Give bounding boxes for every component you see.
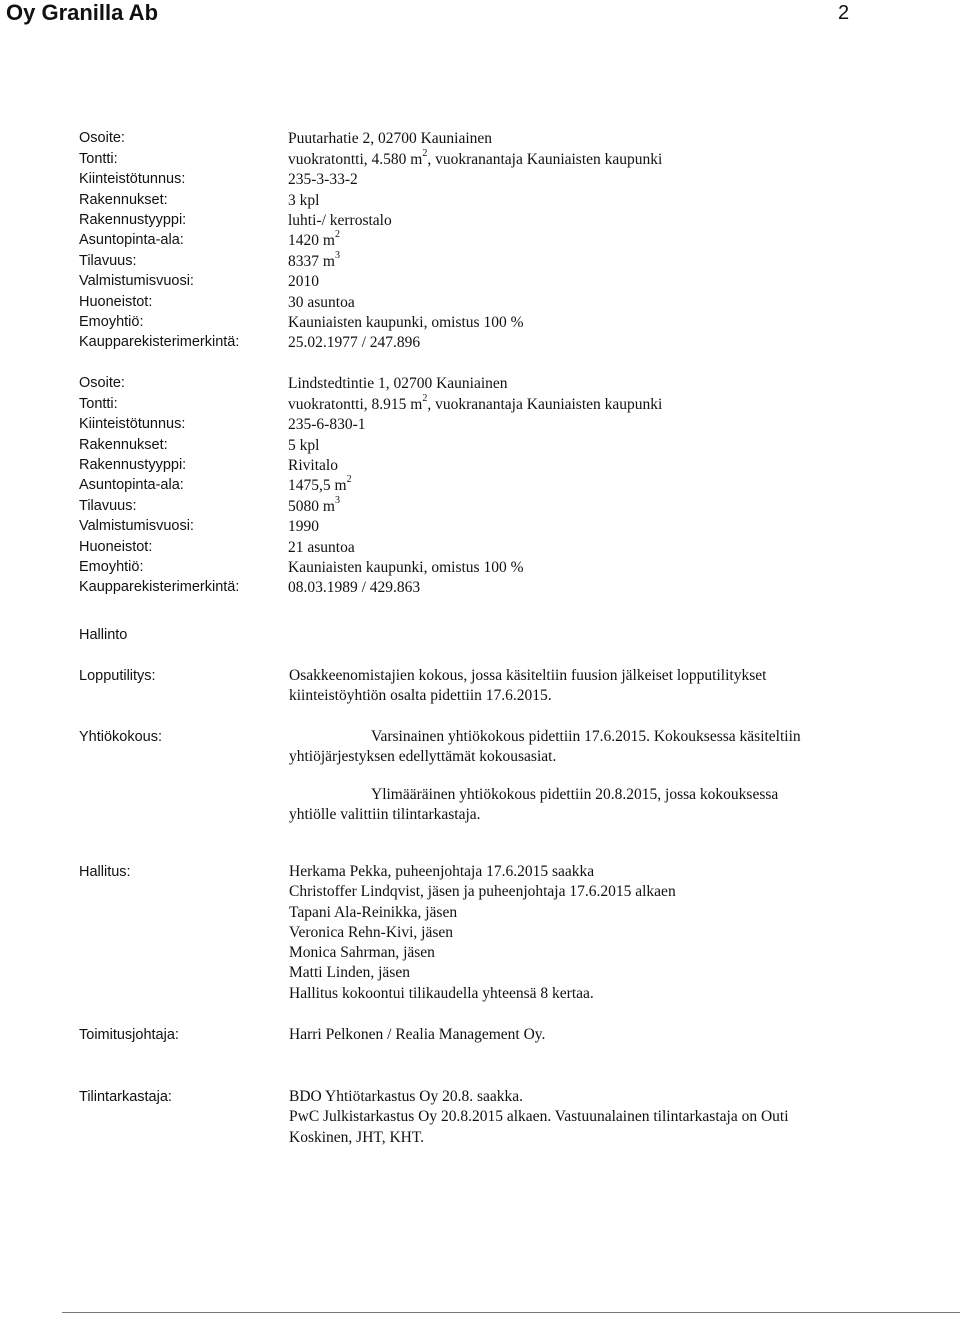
final-accounts-line-2: kiinteistöyhtiön osalta pidettiin 17.6.2015. <box>289 687 552 705</box>
floor-area-value <box>288 231 879 250</box>
plot-value <box>288 392 879 414</box>
plot-value-sup: 2 <box>422 392 428 404</box>
property-row-buildings <box>79 434 879 454</box>
volume-label: Tilavuus: <box>79 497 137 514</box>
property-row-registry <box>79 332 879 352</box>
property-id-label: Kiinteistötunnus: <box>79 171 186 188</box>
final-accounts-line-1: Osakkeenomistajien kokous, jossa käsiteltiin fuusion jälkeiset lopputilitykset <box>289 667 767 684</box>
auditor-label: Tilintarkastaja: <box>79 1089 172 1105</box>
plot-value <box>288 147 879 169</box>
final-accounts-label: Lopputilitys: <box>79 668 156 684</box>
plot-value-main: vuokratontti, 8.915 m <box>288 395 423 413</box>
completed-label: Valmistumisvuosi: <box>79 518 194 535</box>
property-row-address <box>79 373 879 393</box>
board-list <box>289 862 889 1004</box>
page-number: 2 <box>838 2 850 24</box>
auditor-text <box>289 1087 889 1148</box>
auditor-line-3: Koskinen, JHT, KHT. <box>289 1128 425 1146</box>
company-title: Oy Granilla Ab <box>6 0 159 25</box>
address-label: Osoite: <box>79 130 125 147</box>
floor-area-number: 1420 m <box>288 232 335 250</box>
plot-label: Tontti: <box>79 395 118 412</box>
property-row-floor-area <box>79 475 879 495</box>
property-row-registry <box>79 577 879 597</box>
general-meeting-line-2: yhtiöjärjestyksen edellyttämät kokousasiat. <box>289 748 557 766</box>
volume-value <box>288 249 879 271</box>
floor-area-number: 1475,5 m <box>288 477 347 495</box>
parent-value: Kauniaisten kaupunki, omistus 100 % <box>288 313 524 331</box>
registry-value: 08.03.1989 / 429.863 <box>288 579 421 597</box>
board-meetings-note: Hallitus kokoontui tilikaudella yhteensä 8 kertaa. <box>289 984 594 1002</box>
volume-number: 5080 m <box>288 497 335 515</box>
property-row-plot <box>79 148 879 168</box>
property-row-parent <box>79 312 879 332</box>
property-row-volume <box>79 250 879 270</box>
registry-value: 25.02.1977 / 247.896 <box>288 334 421 352</box>
ceo-label: Toimitusjohtaja: <box>79 1027 179 1043</box>
extra-meeting-line-2: yhtiölle valittiin tilintarkastaja. <box>289 806 481 824</box>
general-meeting-label: Yhtiökokous: <box>79 729 163 745</box>
volume-label: Tilavuus: <box>79 252 137 269</box>
plot-label: Tontti: <box>79 150 118 167</box>
board-member-5: Monica Sahrman, jäsen <box>289 944 435 962</box>
floor-area-value <box>288 476 879 495</box>
apartments-label: Huoneistot: <box>79 538 153 555</box>
property-row-volume <box>79 495 879 515</box>
board-label: Hallitus: <box>79 864 131 880</box>
board-member-2: Christoffer Lindqvist, jäsen ja puheenjohtaja 17.6.2015 alkaen <box>289 883 676 901</box>
general-meeting-line-1: Varsinainen yhtiökokous pidettiin 17.6.2015. Kokouksessa käsiteltiin <box>371 728 801 745</box>
property-id-label: Kiinteistötunnus: <box>79 416 186 433</box>
registry-label: Kaupparekisterimerkintä: <box>79 579 240 596</box>
volume-sup: 3 <box>334 249 340 261</box>
building-type-value: luhti-/ kerrostalo <box>288 211 392 229</box>
parent-label: Emoyhtiö: <box>79 313 144 330</box>
board-member-1: Herkama Pekka, puheenjohtaja 17.6.2015 saakka <box>289 863 595 880</box>
property-id-value: 235-6-830-1 <box>288 416 366 434</box>
board-member-3: Tapani Ala-Reinikka, jäsen <box>289 903 458 921</box>
plot-value-rest: , vuokranantaja Kauniaisten kaupunki <box>427 150 663 168</box>
floor-area-label: Asuntopinta-ala: <box>79 477 184 494</box>
apartments-label: Huoneistot: <box>79 293 153 310</box>
property-row-building-type <box>79 455 879 475</box>
property-row-completed <box>79 271 879 291</box>
completed-value: 1990 <box>288 518 319 536</box>
auditor-line-2: PwC Julkistarkastus Oy 20.8.2015 alkaen. Vastuunalainen tilintarkastaja on Outi <box>289 1108 789 1126</box>
property-block-2 <box>79 373 879 597</box>
floor-area-sup: 2 <box>334 229 340 241</box>
registry-label: Kaupparekisterimerkintä: <box>79 334 240 351</box>
building-type-label: Rakennustyyppi: <box>79 211 187 228</box>
property-row-address <box>79 128 879 148</box>
address-label: Osoite: <box>79 375 125 392</box>
plot-value-sup: 2 <box>422 147 428 159</box>
board-member-6: Matti Linden, jäsen <box>289 964 410 982</box>
property-block-1 <box>79 128 879 352</box>
property-row-building-type <box>79 210 879 230</box>
property-row-apartments <box>79 536 879 556</box>
ceo-value: Harri Pelkonen / Realia Management Oy. <box>289 1026 546 1043</box>
parent-label: Emoyhtiö: <box>79 558 144 575</box>
floor-area-sup: 2 <box>346 474 352 486</box>
buildings-label: Rakennukset: <box>79 191 168 208</box>
property-id-value: 235-3-33-2 <box>288 171 358 189</box>
general-meeting-paragraph-2 <box>289 785 889 826</box>
footer-rule <box>62 1312 960 1313</box>
extra-meeting-line-1: Ylimääräinen yhtiökokous pidettiin 20.8.2015, jossa kokouksessa <box>371 786 779 803</box>
general-meeting-paragraph-1 <box>289 727 889 768</box>
property-row-buildings <box>79 189 879 209</box>
building-type-label: Rakennustyyppi: <box>79 456 187 473</box>
buildings-value: 3 kpl <box>288 191 320 209</box>
administration-heading: Hallinto <box>79 627 128 643</box>
property-row-plot <box>79 393 879 413</box>
address-value: Lindstedtintie 1, 02700 Kauniainen <box>288 375 508 393</box>
floor-area-label: Asuntopinta-ala: <box>79 232 184 249</box>
address-value: Puutarhatie 2, 02700 Kauniainen <box>288 130 493 148</box>
building-type-value: Rivitalo <box>288 456 338 474</box>
property-row-id <box>79 169 879 189</box>
parent-value: Kauniaisten kaupunki, omistus 100 % <box>288 558 524 576</box>
plot-value-rest: , vuokranantaja Kauniaisten kaupunki <box>427 395 663 413</box>
completed-value: 2010 <box>288 273 319 291</box>
volume-sup: 3 <box>334 494 340 506</box>
volume-value <box>288 494 879 516</box>
plot-value-main: vuokratontti, 4.580 m <box>288 150 423 168</box>
property-row-completed <box>79 516 879 536</box>
property-row-floor-area <box>79 230 879 250</box>
board-member-4: Veronica Rehn-Kivi, jäsen <box>289 923 453 941</box>
final-accounts-text <box>289 666 889 707</box>
apartments-value: 21 asuntoa <box>288 538 355 556</box>
buildings-value: 5 kpl <box>288 436 320 454</box>
buildings-label: Rakennukset: <box>79 436 168 453</box>
auditor-line-1: BDO Yhtiötarkastus Oy 20.8. saakka. <box>289 1088 524 1105</box>
volume-number: 8337 m <box>288 252 335 270</box>
apartments-value: 30 asuntoa <box>288 293 355 311</box>
property-row-parent <box>79 557 879 577</box>
property-row-apartments <box>79 291 879 311</box>
completed-label: Valmistumisvuosi: <box>79 273 194 290</box>
property-row-id <box>79 414 879 434</box>
